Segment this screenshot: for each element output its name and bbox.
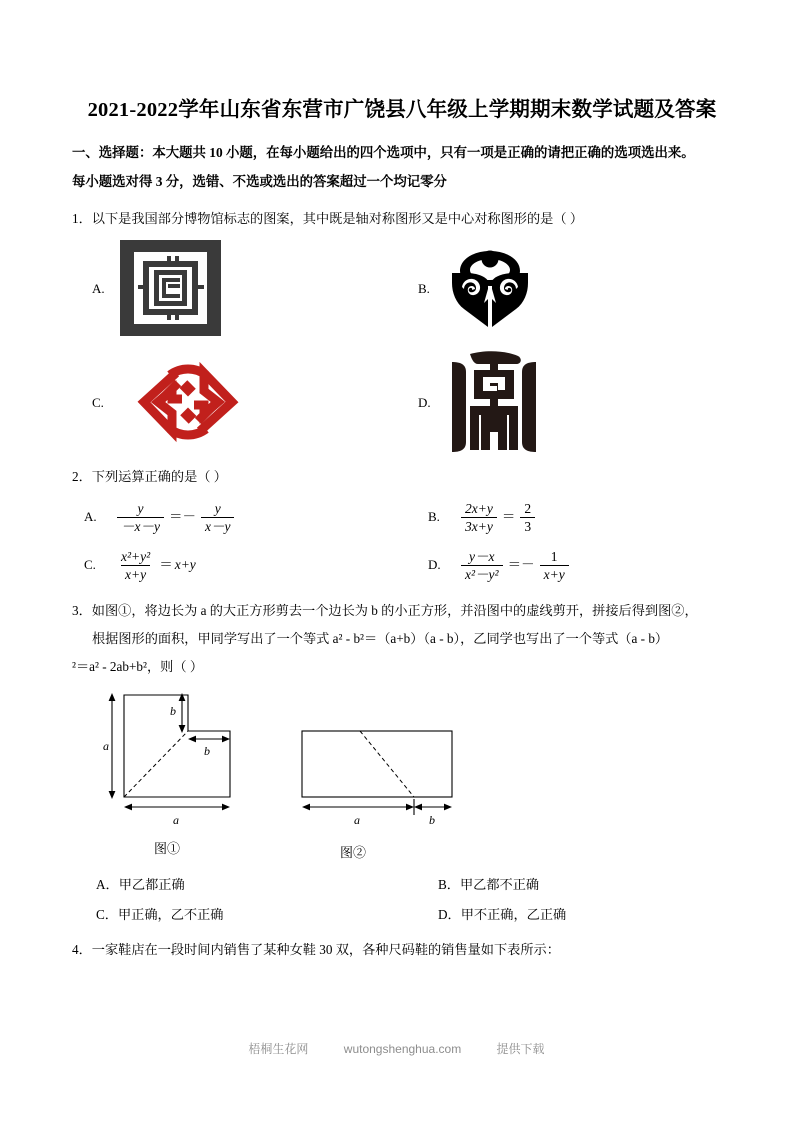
equals-sign: ＝－ bbox=[168, 509, 196, 524]
choice-3-b[interactable] bbox=[402, 870, 732, 900]
question-3-line-1: 如图①，将边长为 a 的大正方形剪去一个边长为 b 的小正方形，并沿图中的虚线剪开，拼接后得到图②， bbox=[91, 603, 698, 618]
choice-3-a-text: 甲乙都正确 bbox=[118, 877, 185, 892]
frac-denominator: x+y bbox=[121, 565, 150, 582]
figure1-label-right: b bbox=[204, 744, 210, 758]
equals-sign: ＝－ bbox=[507, 557, 535, 572]
figure2-label-bottom-right: b bbox=[429, 813, 435, 827]
choice-2-c[interactable] bbox=[72, 541, 402, 589]
choice-3-b-text: 甲乙都不正确 bbox=[459, 877, 540, 892]
choice-2-c-formula bbox=[114, 549, 196, 582]
museum-maze-logo-icon bbox=[118, 238, 223, 338]
footer-url[interactable]: wutongshenghua.com bbox=[343, 1042, 462, 1056]
frac-denominator: x²－y² bbox=[461, 565, 503, 582]
question-3-choices bbox=[72, 870, 732, 930]
frac-numerator: y bbox=[137, 500, 144, 516]
choice-3-a-label: A． bbox=[96, 877, 119, 892]
question-1-choices bbox=[72, 233, 732, 461]
figure1-label-top: b bbox=[170, 704, 176, 718]
figure1-label-left: a bbox=[103, 739, 109, 753]
question-2-choices bbox=[72, 493, 732, 589]
question-2 bbox=[72, 463, 732, 589]
choice-2-b-formula bbox=[458, 501, 538, 534]
choice-1-a-label: A. bbox=[92, 281, 105, 296]
choice-3-d[interactable] bbox=[402, 900, 732, 930]
question-4 bbox=[72, 936, 732, 964]
choice-2-d-formula bbox=[458, 549, 572, 582]
question-2-body: 下列运算正确的是（ ） bbox=[91, 469, 227, 484]
choice-1-a[interactable] bbox=[72, 233, 402, 343]
equals-sign: ＝ bbox=[159, 557, 173, 572]
instruction-line-2: 每小题选对得 3 分，选错、不选或选出的答案超过一个均记零分 bbox=[72, 174, 447, 189]
choice-2-c-label: C. bbox=[84, 557, 96, 572]
question-4-number: 4． bbox=[72, 942, 92, 957]
choice-3-a[interactable] bbox=[72, 870, 402, 900]
question-3-line-2: 根据图形的面积，甲同学写出了一个等式 a² - b²＝（a+b）（a - b），乙同学也写出了一个等式（a - b） bbox=[92, 631, 669, 646]
question-4-body: 一家鞋店在一段时间内销售了某种女鞋 30 双，各种尺码鞋的销售量如下表所示： bbox=[91, 942, 560, 957]
choice-3-c-text: 甲正确，乙不正确 bbox=[117, 907, 224, 922]
document-body bbox=[72, 92, 732, 964]
question-1-number: 1． bbox=[72, 211, 92, 226]
figure2-label-bottom-left: a bbox=[354, 813, 360, 827]
page-footer bbox=[0, 1040, 793, 1057]
choice-2-a[interactable] bbox=[72, 493, 402, 541]
question-1 bbox=[72, 205, 732, 461]
equals-sign: ＝ bbox=[501, 509, 516, 524]
instruction-line-1: 一、选择题：本大题共 10 小题，在每小题给出的四个选项中，只有一项是正确的请把正确的选项选出来。 bbox=[72, 145, 695, 160]
choice-2-d[interactable] bbox=[402, 541, 732, 589]
footer-site-name: 梧桐生花网 bbox=[248, 1042, 309, 1056]
page-title: 2021-2022学年山东省东营市广饶县八年级上学期期末数学试题及答案 bbox=[87, 99, 717, 121]
footer-action: 提供下载 bbox=[496, 1042, 545, 1056]
frac-numerator: y bbox=[214, 500, 221, 516]
frac-numerator: y－x bbox=[469, 548, 495, 564]
choice-3-d-text: 甲不正确，乙正确 bbox=[460, 907, 567, 922]
figure2-caption: 图② bbox=[340, 845, 367, 860]
question-3 bbox=[72, 597, 732, 930]
choice-2-d-label: D. bbox=[428, 557, 441, 572]
question-2-number: 2． bbox=[72, 469, 92, 484]
question-4-text bbox=[72, 936, 732, 964]
choice-1-c-label: C. bbox=[92, 395, 104, 410]
choice-1-c[interactable] bbox=[72, 343, 402, 461]
frac-numerator: 2 bbox=[524, 500, 532, 516]
frac-numerator: 2x+y bbox=[465, 500, 493, 516]
right-expression: x+y bbox=[174, 557, 196, 572]
question-1-body: 以下是我国部分博物馆标志的图案，其中既是轴对称图形又是中心对称图形的是（ ） bbox=[91, 211, 584, 226]
frac-numerator: x²+y² bbox=[121, 548, 151, 564]
frac-denominator: －x－y bbox=[117, 517, 164, 534]
section-instruction bbox=[72, 138, 732, 196]
question-3-number: 3． bbox=[72, 603, 92, 618]
choice-3-b-label: B． bbox=[438, 877, 460, 892]
choice-3-c[interactable] bbox=[72, 900, 402, 930]
question-3-figures bbox=[72, 685, 732, 870]
choice-2-a-label: A. bbox=[84, 509, 97, 524]
winged-emblem-logo-icon bbox=[444, 245, 536, 331]
choice-2-b[interactable] bbox=[402, 493, 732, 541]
choice-1-b[interactable] bbox=[402, 233, 732, 343]
figure1-label-bottom: a bbox=[173, 813, 179, 827]
frac-denominator: 3 bbox=[520, 517, 535, 534]
frac-denominator: 3x+y bbox=[461, 517, 497, 534]
choice-1-d[interactable] bbox=[402, 343, 732, 461]
question-1-text bbox=[72, 205, 732, 233]
choice-3-d-label: D． bbox=[438, 907, 461, 922]
red-knot-logo-icon bbox=[118, 353, 258, 451]
question-3-text bbox=[72, 597, 732, 681]
choice-2-a-formula bbox=[114, 501, 237, 534]
choice-1-b-label: B. bbox=[418, 281, 430, 296]
choice-3-c-label: C． bbox=[96, 907, 118, 922]
frac-denominator: x+y bbox=[540, 565, 569, 582]
choice-2-b-label: B. bbox=[428, 509, 440, 524]
frac-denominator: x－y bbox=[201, 517, 234, 534]
question-3-line-3: ²＝a² - 2ab+b²，则（ ） bbox=[72, 659, 204, 674]
choice-1-d-label: D. bbox=[418, 395, 431, 410]
figure1-caption: 图① bbox=[154, 841, 181, 856]
question-2-text bbox=[72, 463, 732, 491]
frac-numerator: 1 bbox=[550, 548, 558, 564]
seal-script-logo-icon bbox=[444, 346, 544, 458]
